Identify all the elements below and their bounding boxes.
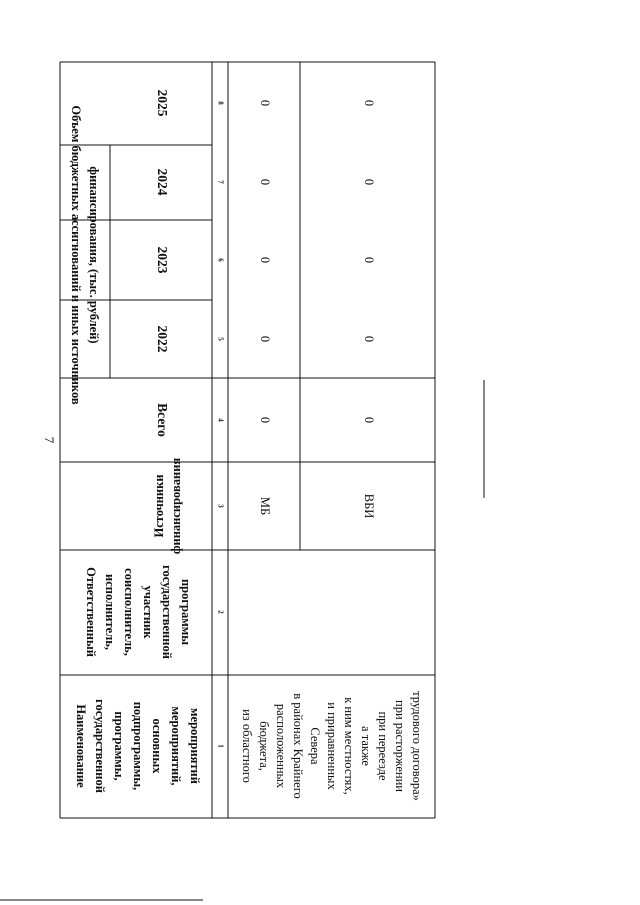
table-row [258,100,272,515]
value-cell: 0 [258,99,273,107]
value-cell: 0 [258,178,273,186]
funding-title-line: финансирования, (тыс. рублей) [87,166,102,344]
header-col1-line: программы, [112,711,127,781]
header-col1-line: государственной [93,699,108,793]
header-col1-line: мероприятий [188,708,203,784]
funding-title-line: Объем бюджетных ассигнований и иных источников [69,105,84,405]
description-line: бюджета, [257,721,272,771]
description-line: к ним местностях, [342,697,357,795]
header-col2-line: исполнитель, [103,574,118,650]
column-number: 7 [216,180,225,184]
year-header-total: Всего [154,403,170,437]
value-cell: 0 [258,256,273,264]
header-col2-line: соисполнитель, [122,568,137,656]
description-line: Севера [308,727,323,765]
value-cell: 0 [362,178,377,186]
page-number: 7 [42,436,58,444]
year-header-2022: 2022 [154,325,170,353]
funding-title [69,105,101,405]
value-cell: 0 [362,99,377,107]
header-col3-line: Источники [151,474,166,538]
header-col1-line: мероприятий, [169,706,184,786]
header-col1-line: подпрограммы, [131,701,146,791]
year-headers [155,90,170,438]
value-cell: 0 [362,256,377,264]
column-number: 3 [216,504,225,508]
description-line: а также [359,726,374,766]
description-line: трудового договора» [410,691,425,801]
column-number: 2 [216,610,225,614]
description-line: при расторжении [393,700,408,792]
value-cell: 0 [258,335,273,343]
table-grid [60,62,435,818]
column-number: 8 [216,101,225,105]
year-header-2025: 2025 [154,89,170,117]
body-description [240,691,424,801]
description-line: при переезде [376,711,391,781]
column-number: 6 [216,258,225,262]
column-number: 5 [216,337,225,341]
column-number: 4 [216,418,225,422]
year-header-2024: 2024 [154,168,170,196]
source-cell: МБ [258,496,273,516]
description-line: и приравненных [325,702,340,790]
header-col2-line: участник [141,585,156,639]
header-col1-line: Наименование [74,704,89,788]
header-col2 [84,565,193,659]
header-col2-line: государственной [160,565,175,659]
value-cell: 0 [362,335,377,343]
value-cell: 0 [362,416,377,424]
header-col3-line: финансирования [168,457,183,555]
value-cell: 0 [258,416,273,424]
table-row [362,100,376,518]
description-line: в районах Крайнего [291,693,306,799]
header-col3 [152,458,183,555]
header-col1 [74,699,202,793]
column-number: 1 [216,744,225,748]
column-numbers [216,101,224,748]
description-line: расположенных [274,703,289,789]
header-col1-line: основных [150,718,165,774]
header-col2-line: Ответственный [84,567,99,657]
description-line: из областного [240,709,255,783]
source-cell: ВБИ [362,493,377,519]
year-header-2023: 2023 [154,246,170,274]
header-col2-line: программы [179,578,194,646]
funding-table [60,62,435,818]
